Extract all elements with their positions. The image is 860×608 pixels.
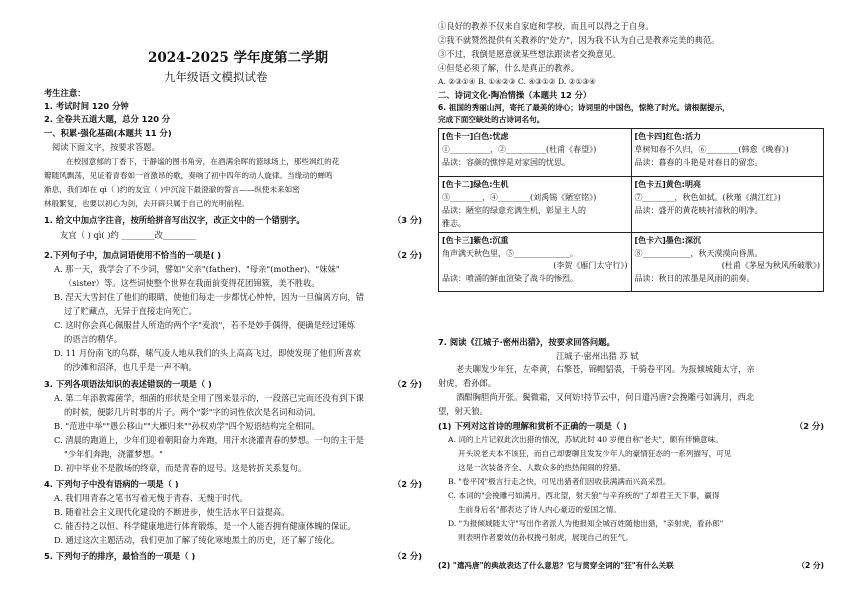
question-4 [44, 478, 422, 490]
card-note: 品读：盛开的黄花映衬清秋的明净。 [634, 206, 763, 215]
question-6: 6. 祖国的秀丽山河，寄托了最美的诗心；诗词里的中国色，惊艳了时光。请根据提示， [438, 103, 730, 112]
poem-line: 老夫聊发少年狂，左牵黄，右擎苍，锦帽貂裘，千骑卷平冈。为报倾城随太守，亲 [456, 364, 755, 374]
option-c: C. 这时你会真心佩服昔人所造的两个字"麦浪"，若不是妙手偶得，便确是经过锤炼 [54, 320, 356, 330]
option-b: B. "卷平冈"极言行走之快，可见出猎者们因收获满满而兴高采烈。 [448, 477, 671, 486]
sentence-3: ③不过，我倒是愿意就某些想法跟读者交换意见。 [438, 49, 621, 59]
card-blank[interactable]: 草树知春不久归，⑥________(韩愈《晚春》) [634, 145, 789, 154]
question-5-points: （2 分) [392, 551, 422, 561]
option-c-cont: "少年们奔跑，浇灌梦想。" [64, 449, 163, 459]
option-b-cont: 过了贮藏点，无异于直接走向死亡。 [64, 306, 197, 316]
question-7: 7. 阅读《江城子·密州出猎》，按要求回答问题。 [438, 337, 615, 347]
sentence-2: ②我不就赞然提供有关教养的"处方"，因为我不认为自己是教养完美的典范。 [438, 35, 720, 45]
card-note: 品读：容颜的憔悴是对家国的忧思。 [442, 158, 570, 167]
color-card [631, 177, 824, 233]
note-time: 1. 考试时间 120 分钟 [44, 101, 129, 111]
option-a-cont: 的时候，便影几片时事的片子。两个"影"字的词性依次是名词和动词。 [64, 407, 321, 417]
subquestion-2-text: (2) "遣冯唐"的典故表达了什么意思？它与贯穿全词的"狂"有什么关联 [438, 561, 674, 570]
card-note: 品读：秋日的浓墨是风雨的前奏。 [634, 274, 755, 283]
note-total: 2. 全卷共五道大题，总分 120 分 [44, 114, 171, 124]
option-c-cont: 生前身后名"都表达了诗人内心豪迈的爱国之情。 [458, 505, 621, 514]
card-heading: [色卡六]墨色:深沉 [634, 236, 702, 245]
question-3-text: 3. 下列各项语法知识的表述错误的一项是（ ) [44, 379, 212, 389]
poem-title: 江城子·密州出猎 苏 轼 [556, 351, 639, 361]
card-heading: [色卡四]红色:活力 [634, 132, 702, 141]
exam-title: 2024-2025 学年度第二学期 [148, 50, 328, 66]
option-b: B. 随着社会主义现代化建设的不断进步，使生活水平日益提高。 [54, 507, 290, 517]
card-blank[interactable]: 角声满天秋色里，⑤______________。 [442, 249, 578, 258]
option-a-cont: 这是一次装备齐全、人数众多的热热闹闹的狩猎。 [458, 463, 626, 472]
poem-line: 射虎，看孙郎。 [438, 378, 497, 388]
option-a: A. 那一天，我学会了不少词，譬如"父亲"(father)、"母亲"(mother)、"妹妹" [54, 264, 340, 274]
card-heading: [色卡二]绿色:生机 [442, 180, 509, 189]
question-4-points: （2 分) [392, 479, 422, 489]
subquestion-2 [438, 560, 824, 572]
passage-intro: 阅读下面文字，按要求答题。 [52, 142, 160, 152]
option-a: A. 词的上片记叙此次出猎的情况，苏轼此时 40 岁便自称"老夫"，颇有伴懒意味。 [448, 435, 723, 444]
card-note: 品读：喷涌的鲜血渲染了战斗的惨烈。 [442, 274, 578, 283]
option-c: C. 清晨的跑道上，少年们迎着朝阳奋力奔跑，用汗水浇灌青春的梦想。一句的主干是 [54, 435, 365, 445]
card-heading: [色卡三]紫色:沉重 [442, 236, 509, 245]
poem-line: 望，射天狼。 [438, 406, 488, 416]
color-card-table [438, 128, 824, 292]
card-blank[interactable]: ⑧____________，秋天漠漠向昏黑。 [634, 249, 763, 258]
option-c: C. 能否持之以恒、科学健康地进行体育锻炼，是一个人能否拥有健康体魄的保证。 [54, 521, 356, 531]
section-heading: 二、诗词文化·陶冶情操（本题共 12 分） [438, 90, 592, 100]
sentence-1: ①良好的教养不仅来自家庭和学校，而且可以得之于自身。 [438, 21, 654, 31]
order-options: A. ②③①④ B. ①④②③ C. ④③①② D. ②①③④ [438, 77, 596, 86]
card-note: 品读：暮春的斗艳是对春日的留恋。 [634, 158, 763, 167]
question-2 [44, 249, 422, 261]
exam-subtitle: 九年级语文模拟试卷 [164, 70, 268, 84]
question-2-text: 2.下列句子中，加点词语使用不恰当的一项是( ) [44, 250, 222, 260]
question-2-points: （2 分) [392, 250, 422, 260]
option-d: D. 初中毕业不是散场的终章，而是青春的逗号。这是转折关系复句。 [54, 463, 307, 473]
option-d-cont: 则表明作者要效仿孙权挽弓射虎，展现自己的狂气。 [458, 533, 633, 542]
subquestion-1-points: （2 分) [794, 421, 824, 431]
subquestion-1 [438, 420, 824, 432]
option-c-cont: 的语言的精华。 [64, 334, 123, 344]
option-a-cont: （sister）等。这些词使整个世界在我面前变得花团锦簇，美不胜收。 [64, 278, 320, 288]
subquestion-1-text: (1) 下列对这首诗的理解和赏析不正确的一项是（ ) [438, 421, 627, 431]
card-blank[interactable]: ⑦________，秋色如拭。(秋瑾《满江红》) [634, 193, 781, 202]
sentence-4: ④但是必须了解，什么是真正的教养。 [438, 63, 580, 73]
card-source: (杜甫《茅屋为秋风所破歌》) [721, 261, 820, 270]
passage-line: 在校园意郁的丁香下，于静谧的图书角旁，在酒满余晖的篮球场上，那些飒红的花 [66, 157, 340, 166]
section-heading: 一、积累·强化基础(本题共 11 分) [44, 128, 172, 138]
option-d-cont: 的沙滩和沼泽，也几乎是一声不响。 [64, 362, 197, 372]
question-6-cont: 完成下面空缺处的古诗词名句。 [438, 115, 545, 124]
question-3 [44, 378, 422, 390]
option-b: B. 涅天大雪封住了他们的眼睛，使他们每走一步都忧心忡忡，因为一旦偏离方向，错 [54, 292, 365, 302]
passage-line: 瓣随风飘荡，见证着青春如一首激昂的歌，奏响了初中四年的动人旋律。当缘动的蝉鸣 [44, 171, 333, 180]
passage-line: 林般繁复，也要以初心为剑，去开辟只属于自己的光明前程。 [44, 199, 250, 208]
notes-heading: 考生注意： [44, 88, 86, 98]
color-card [631, 233, 824, 292]
card-note: 品读：陋室的绿意充满生机，彰显主人的 [442, 206, 586, 215]
option-c: C. 本词的"会挽雕弓如满月，西北望，射天狼"与辛弃疾的"了却君王天下事，赢得 [448, 491, 720, 500]
question-1-text: 1. 给文中加点字注音，按所给拼音写出汉字，改正文中的一个错别字。 [44, 215, 305, 225]
option-a: A. 第二年添教霉菌学，细菌的形状是全用了图来显示的，一段落已完而还没有到下课 [54, 393, 364, 403]
passage-line: 渐息，我们却在 qì（ )约的友宜（ )中沉淀下最澄澈的誓言——纵使未来如密 [44, 185, 300, 194]
option-b: B. "范进中举""愚公移山""大雁归来""孙权劝学"四个短语结构完全相同。 [54, 421, 320, 431]
option-d: D. 11 月份南飞的鸟群，嗦气凌人地从我们的头上高高飞过，即使发现了他们所喜欢 [54, 348, 361, 358]
color-card [631, 129, 824, 177]
color-card [439, 233, 632, 292]
question-3-points: （2 分) [392, 379, 422, 389]
question-4-text: 4. 下列句子中没有语病的一项是（ ) [44, 479, 179, 489]
card-blank[interactable]: ①__________，②__________(杜甫《春望》) [442, 145, 597, 154]
card-note-cont: 雅志。 [442, 219, 466, 228]
option-d: D. 通过这次主题活动，我们更加了解了绫化寒地黑土的历史，还了解了绫化。 [54, 535, 340, 545]
card-heading: [色卡一]白色:忧虑 [442, 132, 509, 141]
question-1-blanks[interactable]: 友宜（ ) qì( )约 ________改________ [60, 230, 197, 240]
question-1 [44, 214, 422, 226]
question-5 [44, 550, 422, 562]
option-a-cont: 开头说老夫本不该狂，而自己却要聊且发发少年人的豪情狂态的一系列描写，可见 [458, 449, 732, 458]
question-1-points: （3 分) [392, 215, 422, 225]
card-heading: [色卡五]黄色:明亮 [634, 180, 702, 189]
card-blank[interactable]: ③________，④________(刘禹锡《陋室铭》) [442, 193, 597, 202]
color-card [439, 177, 632, 233]
option-a: A. 我们用青春之笔书写着无愧于青春、无愧于时代。 [54, 493, 248, 503]
subquestion-2-points: （2 分) [797, 561, 824, 570]
card-source: (李贺《雁门太守行》) [553, 261, 628, 270]
question-5-text: 5. 下列句子的排序，最恰当的一项是（ ) [44, 551, 196, 561]
color-card [439, 129, 632, 177]
poem-line: 酒酣胸胆尚开张。鬓微霜，又何妨!持节云中，何日遣冯唐?会挽雕弓如满月，西北 [456, 392, 755, 402]
option-d: D. "为报倾城随太守"写出作者派人为他报知全城百姓随他出猎，"亲射虎，看孙郎" [448, 519, 724, 528]
